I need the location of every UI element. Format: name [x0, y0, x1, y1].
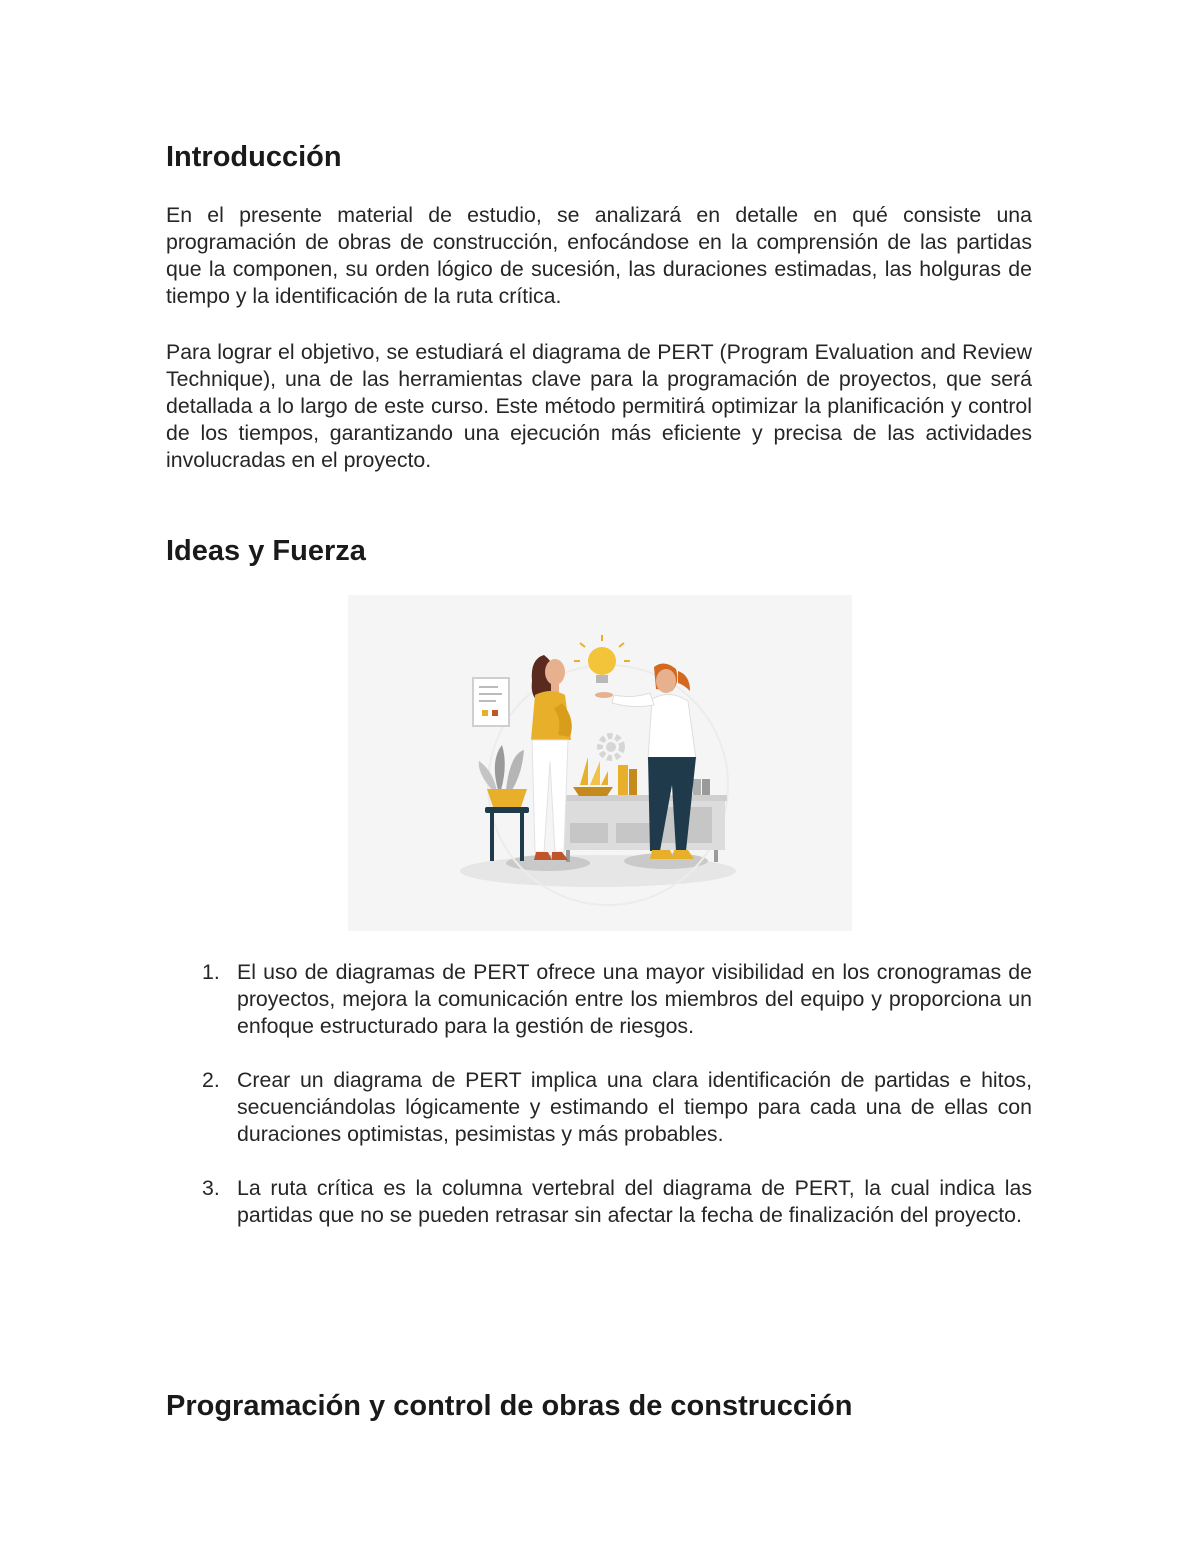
list-item	[166, 959, 1032, 1040]
intro-paragraph-1: En el presente material de estudio, se analizará en detalle en qué consiste una programación de obras de construcción, enfocándose en la comprensión de las partidas que la componen, su orden lógico de sucesión, las duraciones estimadas, las holguras de tiempo y la identificación de la ruta crítica.	[166, 203, 1032, 308]
intro-heading: Introducción	[166, 141, 342, 173]
list-item-text: Crear un diagrama de PERT implica una clara identificación de partidas e hitos, secuenciándolas lógicamente y estimando el tiempo para cada una de ellas con duraciones optimistas, pesimistas y más probables.	[237, 1068, 1032, 1146]
list-item-text: La ruta crítica es la columna vertebral del diagrama de PERT, la cual indica las partidas que no se pueden retrasar sin afectar la fecha de finalización del proyecto.	[237, 1176, 1032, 1227]
list-item	[166, 1067, 1032, 1148]
list-item	[166, 1175, 1032, 1229]
intro-paragraph-2: Para lograr el objetivo, se estudiará el diagrama de PERT (Program Evaluation and Review Technique), una de las herramientas clave para la programación de proyectos, que será detallada a lo largo de este curso. Este método permitirá optimizar la planificación y control de los tiempos, garantizando una ejecución más eficiente y precisa de las actividades involucradas en el proyecto.	[166, 340, 1032, 472]
list-item-text: El uso de diagramas de PERT ofrece una mayor visibilidad en los cronogramas de proyectos, mejora la comunicación entre los miembros del equipo y proporciona un enfoque estructurado para la gestión de riesgos.	[237, 960, 1032, 1038]
programacion-heading: Programación y control de obras de construcción	[166, 1390, 853, 1422]
people-idea-illustration	[348, 595, 852, 931]
gear-icon	[600, 736, 622, 758]
cabinet-icon	[558, 795, 727, 862]
ideas-heading: Ideas y Fuerza	[166, 535, 366, 567]
page-content	[166, 140, 1032, 1256]
ideas-illustration	[348, 595, 852, 931]
list-item-number: 3.	[202, 1176, 220, 1200]
ship-icon	[573, 757, 613, 796]
light-bulb-icon	[574, 635, 630, 683]
list-item-number: 2.	[202, 1068, 220, 1092]
list-item-number: 1.	[202, 960, 220, 984]
wall-board-icon	[473, 678, 509, 726]
ideas-list	[166, 959, 1032, 1229]
